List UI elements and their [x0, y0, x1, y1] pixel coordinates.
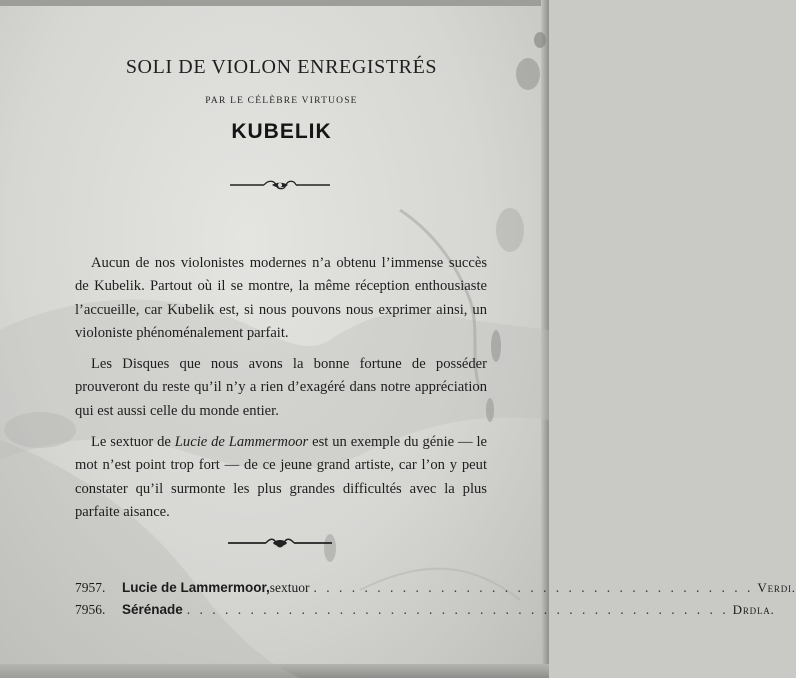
record-title: Sérénade [122, 602, 183, 617]
paragraph-text: Aucun de nos violonistes modernes n’a obtenu l’immense succès de Kubelik. Partout où il se montre, la même réception enthousiaste l’accueille, car Kubelik est, si nous pouvons nous exprimer ainsi, un violoniste phénoménalement parfait. [75, 255, 487, 341]
recording-row [75, 602, 775, 622]
paragraph-text: Le sextuor de [91, 434, 175, 451]
paragraph [75, 252, 487, 345]
record-number: 7956. [75, 602, 106, 617]
page-subtitle: PAR LE CÉLÈBRE VIRTUOSE [205, 96, 358, 106]
page-top-edge [0, 0, 549, 6]
record-number: 7957. [75, 580, 106, 595]
top-ornament [228, 178, 332, 192]
paragraph-text-after: est un exemple du génie — le mot n’est point trop fort — de ce jeune grand artiste, car l’on y peut constater qu’il surmonte les plus grandes difficultés avec la plus parfaite aisance. [75, 434, 487, 520]
bottom-ornament [226, 536, 334, 550]
recording-row [75, 580, 796, 600]
record-title: Lucie de Lammermoor, [122, 580, 270, 595]
record-subtitle: sextuor [269, 580, 310, 595]
record-composer: Verdi. [757, 580, 796, 595]
work-title-italic: Lucie de Lammermoor [174, 434, 309, 451]
artist-name: KUBELIK [231, 120, 332, 143]
body-text [75, 252, 487, 532]
paragraph [75, 353, 487, 423]
page-title: SOLI DE VIOLON ENREGISTRÉS [125, 56, 438, 78]
dot-leader: . . . . . . . . . . . . . . . . . . . . . . . . . . . . . . . . . . . . . . . . . . . [186, 602, 729, 617]
dot-leader: . . . . . . . . . . . . . . . . . . . . . . . . . . . . . . . . . . . [313, 580, 754, 595]
page-bottom-edge [0, 664, 549, 678]
paragraph-text: Les Disques que nous avons la bonne fortune de posséder prouveront du reste qu’il n’y a rien d’exagéré dans notre appréciation qui est aussi celle du monde entier. [75, 356, 487, 419]
paragraph [75, 431, 487, 524]
record-composer: Drdla. [732, 602, 775, 617]
